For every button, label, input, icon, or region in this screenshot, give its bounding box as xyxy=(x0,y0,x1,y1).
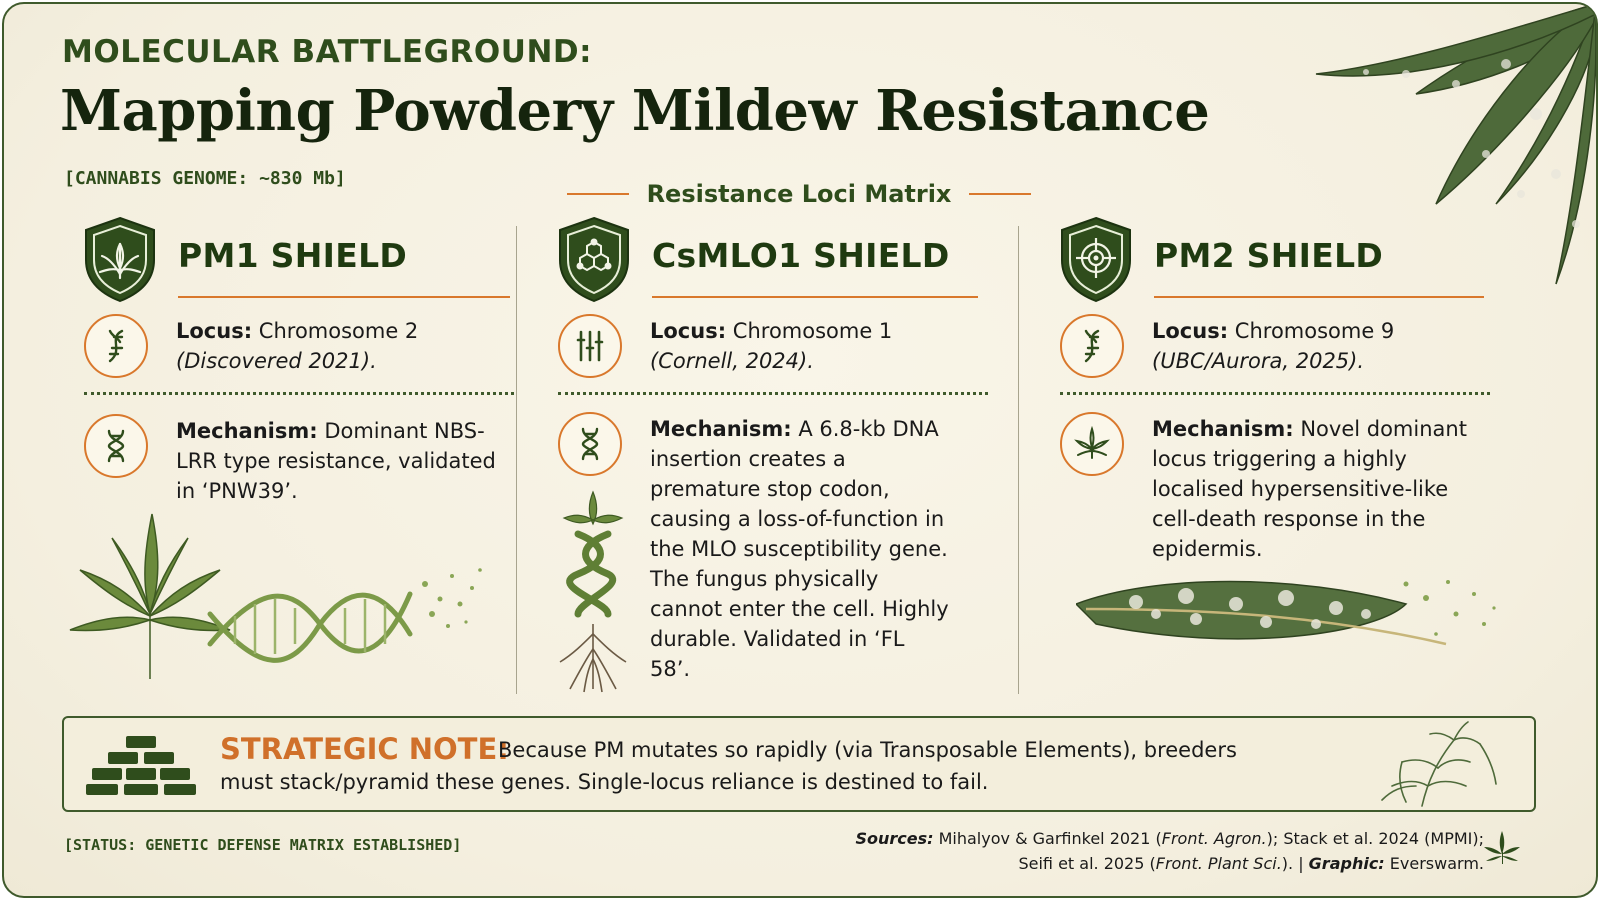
locus-note: (Cornell, 2024). xyxy=(650,349,814,373)
mechanism-value: Novel dominant locus triggering a highly localised hypersensitive-like cell-death response in the epidermis. xyxy=(1152,417,1467,561)
column-header xyxy=(554,214,994,304)
shield-title: CsMLO1 SHIELD xyxy=(652,236,950,275)
chromosome-bars-icon xyxy=(558,314,622,378)
brick-pyramid-icon xyxy=(86,734,196,796)
helix-plant-roots-icon xyxy=(548,484,638,694)
mechanism-text xyxy=(176,416,516,506)
locus-note: (Discovered 2021). xyxy=(176,349,377,373)
citation-text: ). | xyxy=(1281,854,1309,873)
cannabis-leaf-shield-icon xyxy=(80,214,160,304)
target-crosshair-shield-icon xyxy=(1056,214,1136,304)
matrix-heading xyxy=(564,174,1034,214)
strategic-note-line-2: must stack/pyramid these genes. Single-locus reliance is destined to fail. xyxy=(220,770,989,794)
mechanism-value: Dominant NBS-LRR type resistance, validated in ‘PNW39’. xyxy=(176,419,496,503)
graphic-credit-value: Everswarm. xyxy=(1389,854,1484,873)
column-pm2 xyxy=(1056,214,1496,694)
mechanism-value: A 6.8-kb DNA insertion creates a premature stop codon, causing a loss-of-function in the MLO susceptibility gene. The fungus physically cannot enter the cell. Highly durable. Validated in ‘FL 58’. xyxy=(650,417,949,681)
citation-text: ); Stack et al. 2024 (MPMI); xyxy=(1266,829,1484,848)
cannabis-dna-illustration-icon xyxy=(60,504,500,694)
sources-label: Sources: xyxy=(855,829,934,848)
status-line: [STATUS: GENETIC DEFENSE MATRIX ESTABLISHED] xyxy=(64,836,462,854)
header-kicker: MOLECULAR BATTLEGROUND: xyxy=(62,34,593,70)
journal-name: Front. Plant Sci. xyxy=(1155,854,1282,873)
dotted-separator xyxy=(84,392,514,395)
strategic-note-label: STRATEGIC NOTE: xyxy=(220,732,509,766)
locus-text xyxy=(1152,316,1492,376)
locus-text xyxy=(176,316,516,376)
journal-name: Front. Agron. xyxy=(1161,829,1267,848)
infographic-frame xyxy=(2,2,1598,898)
shield-title: PM2 SHIELD xyxy=(1154,236,1384,275)
citation-text: Seifi et al. 2025 ( xyxy=(1018,854,1156,873)
strategic-note-line-1: Because PM mutates so rapidly (via Transposable Elements), breeders xyxy=(498,738,1237,762)
citation-text: Mihalyov & Garfinkel 2021 ( xyxy=(938,829,1162,848)
heading-rule-right xyxy=(969,193,1031,195)
locus-note: (UBC/Aurora, 2025). xyxy=(1152,349,1365,373)
shield-title: PM1 SHIELD xyxy=(178,236,408,275)
molecule-hex-shield-icon xyxy=(554,214,634,304)
column-header xyxy=(1056,214,1496,304)
title-rule xyxy=(178,296,510,298)
page-title: Mapping Powdery Mildew Resistance xyxy=(60,78,1210,144)
column-header xyxy=(80,214,520,304)
dotted-separator xyxy=(558,392,988,395)
title-rule xyxy=(1154,296,1484,298)
column-pm1 xyxy=(80,214,520,694)
genome-size-tag: [CANNABIS GENOME: ~830 Mb] xyxy=(64,168,346,189)
dna-helix-icon xyxy=(84,314,148,378)
mechanism-label: Mechanism: xyxy=(650,417,792,441)
sources-citation xyxy=(724,826,1484,876)
strategic-note-box xyxy=(62,716,1536,812)
mechanism-label: Mechanism: xyxy=(1152,417,1294,441)
locus-label: Locus: xyxy=(650,319,727,343)
locus-label: Locus: xyxy=(1152,319,1229,343)
matrix-title: Resistance Loci Matrix xyxy=(646,180,952,208)
cannabis-sprig-icon xyxy=(1362,720,1512,808)
graphic-credit-label: Graphic: xyxy=(1308,854,1385,873)
title-rule xyxy=(652,296,978,298)
cannabis-leaf-icon xyxy=(1060,412,1124,476)
dotted-separator xyxy=(1060,392,1490,395)
dna-helix-icon xyxy=(84,414,148,478)
column-divider xyxy=(1018,226,1019,694)
heading-rule-left xyxy=(567,193,629,195)
locus-value: Chromosome 1 xyxy=(732,319,893,343)
locus-value: Chromosome 9 xyxy=(1234,319,1395,343)
column-csmlo1 xyxy=(554,214,994,694)
cannabis-leaf-logo-icon xyxy=(1482,830,1522,866)
dna-helix-icon xyxy=(558,412,622,476)
mechanism-text xyxy=(650,414,950,684)
locus-label: Locus: xyxy=(176,319,253,343)
mechanism-text xyxy=(1152,414,1472,564)
locus-text xyxy=(650,316,990,376)
mechanism-label: Mechanism: xyxy=(176,419,318,443)
locus-value: Chromosome 2 xyxy=(258,319,419,343)
dna-helix-icon xyxy=(1060,314,1124,378)
mildew-leaf-icon xyxy=(1076,564,1506,684)
